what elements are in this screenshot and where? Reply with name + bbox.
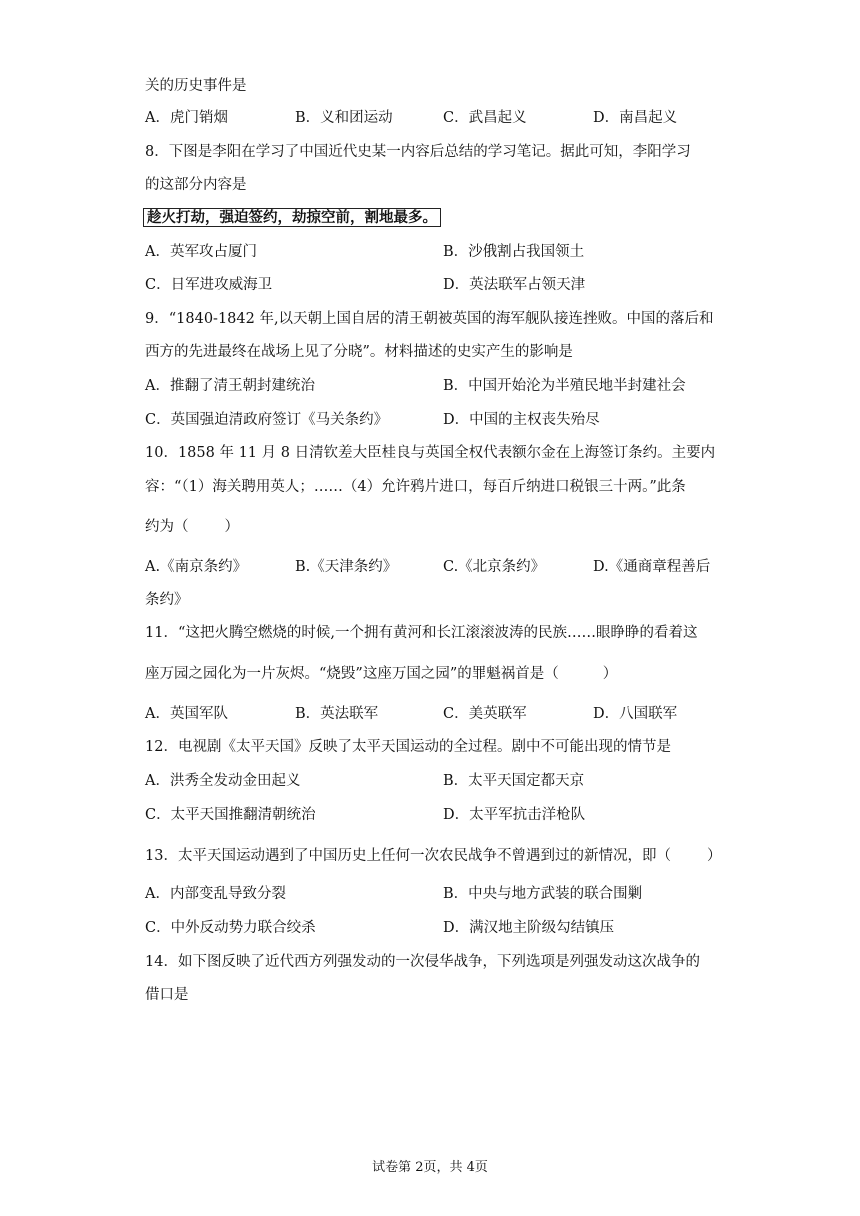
question-8-stem: 8．下图是李阳在学习了中国近代史某一内容后总结的学习笔记。据此可知，李阳学习 <box>145 144 691 160</box>
q10-option-a: A.《南京条约》 <box>145 559 248 575</box>
question-9-stem: 9．“1840-1842 年,以天朝上国自居的清王朝被英国的海军舰队接连挫败。中国的落后和 <box>145 311 714 327</box>
q7-option-a: A．虎门销烟 <box>145 110 228 126</box>
q12-option-a: A．洪秀全发动金田起义 <box>145 773 301 789</box>
question-13-stem <box>145 846 721 866</box>
question-10-stem-end <box>145 517 239 537</box>
q11-option-a: A．英国军队 <box>145 706 228 722</box>
q8-option-a: A．英军攻占厦门 <box>145 244 257 260</box>
study-note-box <box>143 208 441 228</box>
q12-option-c: C．太平天国推翻清朝统治 <box>145 807 316 823</box>
question-9-stem-cont: 西方的先进最终在战场上见了分晓”。材料描述的史实产生的影响是 <box>145 344 573 360</box>
q7-option-c: C．武昌起义 <box>443 110 527 126</box>
q13-option-c: C．中外反动势力联合绞杀 <box>145 920 316 936</box>
q13-option-b: B．中央与地方武装的联合围剿 <box>443 886 643 902</box>
q9-option-a: A．推翻了清王朝封建统治 <box>145 378 315 394</box>
question-14-stem: 14．如下图反映了近代西方列强发动的一次侵华战争，下列选项是列强发动这次战争的 <box>145 954 700 970</box>
page-footer: 试卷第 2页，共 4页 <box>372 1160 488 1175</box>
q9-option-d: D．中国的主权丧失殆尽 <box>443 412 600 428</box>
question-12-stem: 12．电视剧《太平天国》反映了太平天国运动的全过程。剧中不可能出现的情节是 <box>145 739 671 755</box>
q9-option-c: C．英国强迫清政府签订《马关条约》 <box>145 412 389 428</box>
q11-option-d: D．八国联军 <box>593 706 678 722</box>
question-11-stem-cont <box>145 664 617 684</box>
q13-option-d: D．满汉地主阶级勾结镇压 <box>443 920 615 936</box>
question-14-stem-cont: 借口是 <box>145 987 189 1003</box>
q9-option-b: B．中国开始沦为半殖民地半封建社会 <box>443 378 686 394</box>
question-11-text: 座万园之园化为一片灰烬。“烧毁”这座万国之园”的罪魁祸首是（ <box>145 666 559 682</box>
question-7-stem-tail: 关的历史事件是 <box>145 78 247 94</box>
question-10-stem-cont: 容：“（1）海关聘用英人；……（4）允许鸦片进口，每百斤纳进口税银三十两。”此条 <box>145 479 686 495</box>
q11-option-c: C．美英联军 <box>443 706 527 722</box>
q8-option-d: D．英法联军占领天津 <box>443 277 586 293</box>
question-13-text: 13．太平天国运动遇到了中国历史上任何一次农民战争不曾遇到过的新情况，即（ <box>145 848 671 864</box>
question-8-stem-cont: 的这部分内容是 <box>145 177 247 193</box>
answer-blank-open: 约为（ <box>145 519 189 535</box>
q10-option-b: B.《天津条约》 <box>295 559 398 575</box>
q10-option-d-cont: 条约》 <box>145 592 189 608</box>
q13-option-a: A．内部变乱导致分裂 <box>145 886 286 902</box>
q11-option-b: B．英法联军 <box>295 706 379 722</box>
q7-option-b: B．义和团运动 <box>295 110 393 126</box>
answer-blank-close: ） <box>602 666 618 682</box>
question-11-stem: 11．“这把火腾空燃烧的时候,一个拥有黄河和长江滚滚波涛的民族……眼睁睁的看着这 <box>145 625 698 641</box>
q8-option-b: B．沙俄割占我国领土 <box>443 244 585 260</box>
q12-option-b: B．太平天国定都天京 <box>443 773 585 789</box>
answer-blank-close: ） <box>706 848 722 864</box>
q10-option-d: D.《通商章程善后 <box>593 559 711 575</box>
q7-option-d: D．南昌起义 <box>593 110 678 126</box>
answer-blank-close: ） <box>224 519 239 535</box>
q12-option-d: D．太平军抗击洋枪队 <box>443 807 586 823</box>
q8-option-c: C．日军进攻威海卫 <box>145 277 273 293</box>
study-note-text: 趁火打劫，强迫签约，劫掠空前，割地最多。 <box>143 208 441 227</box>
q10-option-c: C.《北京条约》 <box>443 559 546 575</box>
question-10-stem: 10．1858 年 11 月 8 日清钦差大臣桂良与英国全权代表额尔金在上海签订条约。主要内 <box>145 445 716 461</box>
